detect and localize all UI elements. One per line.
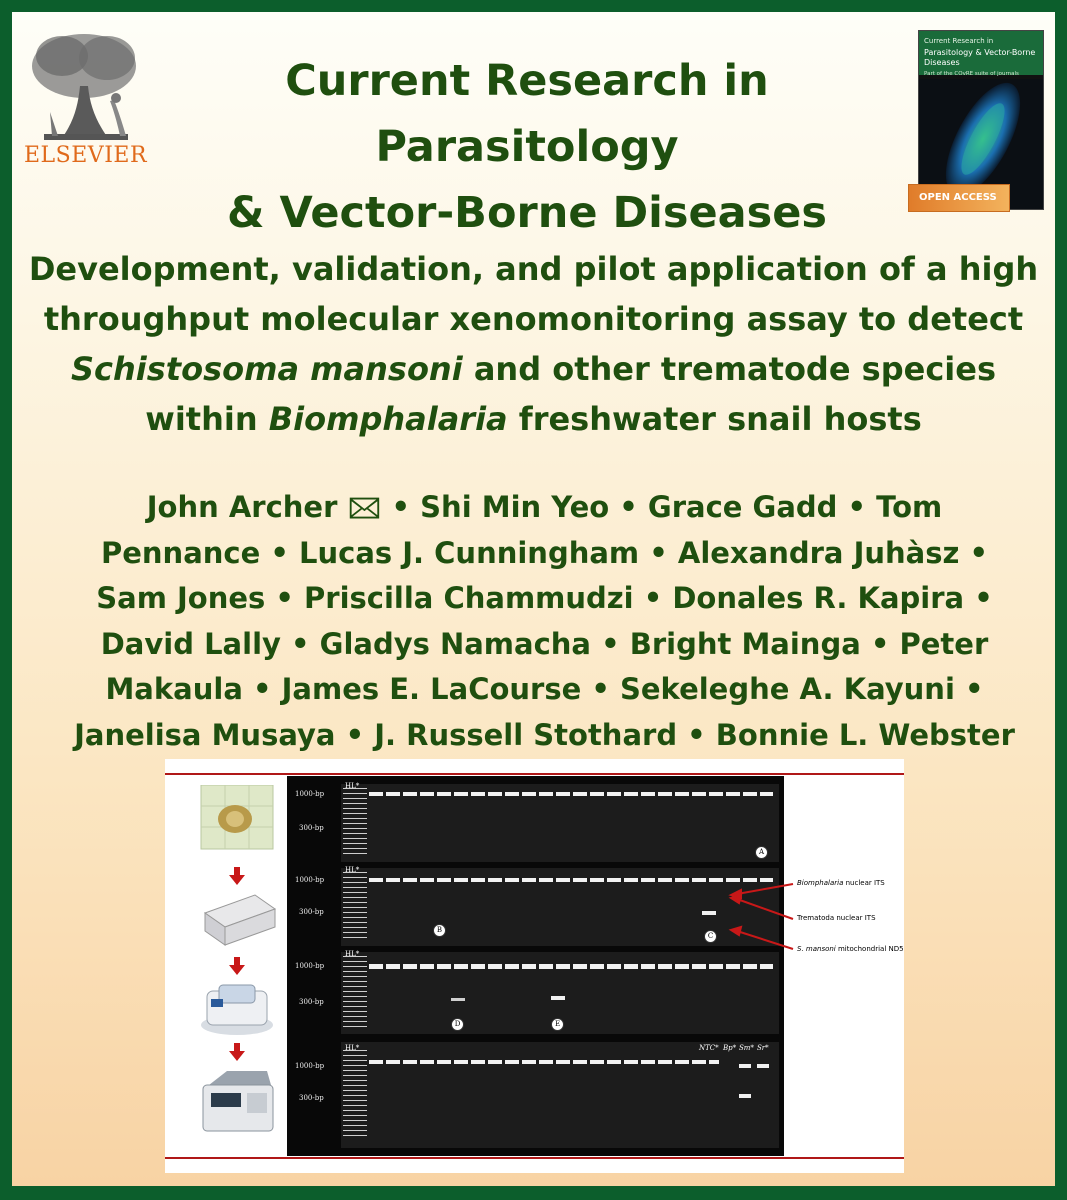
title-line2: throughput molecular xenomonitoring assay to detect bbox=[43, 300, 1024, 338]
journal-cover bbox=[918, 30, 1044, 210]
publisher-name: ELSEVIER bbox=[24, 143, 148, 168]
cover-small-text: Current Research in bbox=[924, 37, 994, 45]
ladder-label: HL* bbox=[345, 782, 360, 790]
bp-1000-label: 1000-bp bbox=[295, 1062, 325, 1070]
title-line4 bbox=[12, 394, 1055, 444]
graphical-abstract-figure bbox=[165, 759, 904, 1173]
lane-label-bp: Bp* bbox=[723, 1044, 737, 1052]
annotation-biomphalaria bbox=[797, 879, 885, 887]
bp-300-label: 300-bp bbox=[299, 1094, 324, 1102]
title-genus-italic: Biomphalaria bbox=[268, 400, 508, 438]
marker-b: B bbox=[433, 924, 446, 937]
annotation-biomphalaria-rest: nuclear ITS bbox=[843, 879, 885, 887]
annotation-biomphalaria-italic: Biomphalaria bbox=[797, 879, 844, 887]
title-line4-rest: freshwater snail hosts bbox=[507, 400, 922, 438]
bp-300-label: 300-bp bbox=[299, 908, 324, 916]
annotation-trematoda: Trematoda nuclear ITS bbox=[797, 914, 876, 922]
cover-sub: Part of the COvRE suite of journals bbox=[924, 71, 1019, 77]
ladder-label: HL* bbox=[345, 866, 360, 874]
journal-title-line1: Current Research in Parasitology bbox=[285, 56, 769, 172]
bp-1000-label: 1000-bp bbox=[295, 962, 325, 970]
marker-c: C bbox=[704, 930, 717, 943]
ladder-label: HL* bbox=[345, 950, 360, 958]
title-line3 bbox=[12, 344, 1055, 394]
annotation-arrows bbox=[165, 759, 904, 1173]
lane-label-sr: Sr* bbox=[757, 1044, 769, 1052]
title-species-italic: Schistosoma mansoni bbox=[70, 350, 463, 388]
title-line3-rest: and other trematode species bbox=[462, 350, 997, 388]
bp-1000-label: 1000-bp bbox=[295, 790, 325, 798]
ladder-label: HL* bbox=[345, 1044, 360, 1052]
annotation-smansoni-rest: mitochondrial ND5 bbox=[835, 945, 904, 953]
bp-1000-label: 1000-bp bbox=[295, 876, 325, 884]
journal-title bbox=[132, 48, 922, 246]
annotation-smansoni bbox=[797, 945, 904, 953]
title-line1: Development, validation, and pilot application of a high bbox=[28, 250, 1039, 288]
lane-label-ntc: NTC* bbox=[699, 1044, 719, 1052]
annotation-smansoni-italic: S. mansoni bbox=[797, 945, 836, 953]
author-list: John Archer 🖂 • Shi Min Yeo • Grace Gadd • Tom Pennance • Lucas J. Cunningham • Alexandra Juhàsz • Sam Jones • Priscilla Chammudzi • Donales R. Kapira • David Lally • Gladys Namacha • Bright Mainga • Peter Makaula • James E. LaCourse • Sekeleghe A. Kayuni • Janelisa Musaya • J. Russell Stothard • Bonnie L. Webster bbox=[74, 490, 1015, 752]
poster-frame bbox=[12, 12, 1055, 1186]
lane-label-sm: Sm* bbox=[739, 1044, 754, 1052]
journal-title-line2: & Vector-Borne Diseases bbox=[226, 188, 828, 238]
marker-a: A bbox=[755, 846, 768, 859]
bp-300-label: 300-bp bbox=[299, 824, 324, 832]
title-line4-pre: within bbox=[145, 400, 269, 438]
article-title bbox=[12, 244, 1055, 444]
marker-e: E bbox=[551, 1018, 564, 1031]
cover-title: Parasitology & Vector-Borne Diseases bbox=[924, 48, 1036, 67]
marker-d: D bbox=[451, 1018, 464, 1031]
bp-300-label: 300-bp bbox=[299, 998, 324, 1006]
open-access-badge: OPEN ACCESS bbox=[908, 184, 1010, 212]
